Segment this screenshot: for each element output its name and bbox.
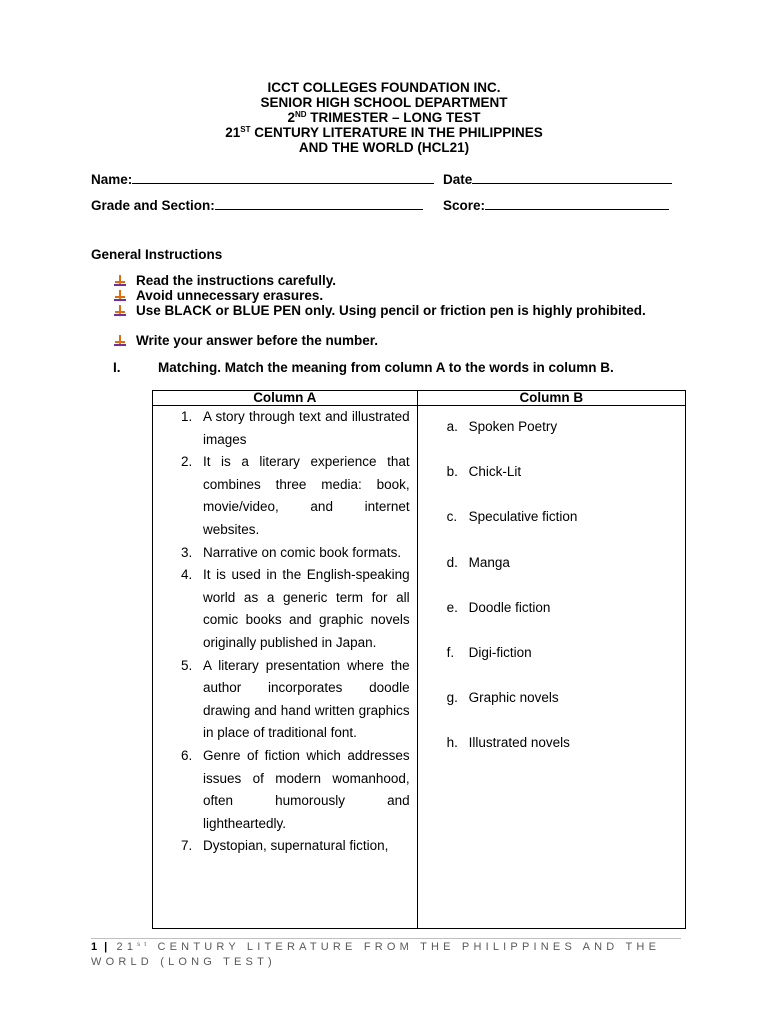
column-a-item: 4. It is used in the English-speaking world as a generic term for all comic books and graphic novels originally published in Japan. bbox=[181, 567, 410, 650]
instruction-text: Avoid unnecessary erasures. bbox=[136, 288, 324, 303]
exam-term: 2ND TRIMESTER – LONG TEST bbox=[287, 110, 481, 125]
column-b-item: c. Speculative fiction bbox=[446, 509, 578, 524]
date-label: Date bbox=[443, 172, 473, 187]
column-a-item: 3. Narrative on comic book formats. bbox=[181, 544, 402, 560]
section-instruction: Matching. Match the meaning from column A to the words in column B. bbox=[158, 360, 614, 375]
column-a-item: 2. It is a literary experience that combines three media: book, movie/video, and internet websites. bbox=[181, 454, 410, 537]
instruction-text: Write your answer before the number. bbox=[136, 333, 379, 348]
instruction-text: Read the instructions carefully. bbox=[136, 273, 337, 288]
footer-title: 21st CENTURY LITERATURE FROM THE PHILIPPINES AND THE WORLD (LONG TEST) bbox=[91, 941, 661, 968]
score-label: Score: bbox=[443, 198, 486, 213]
column-b-item: h. Illustrated novels bbox=[446, 735, 570, 750]
course-title-cont: AND THE WORLD (HCL21) bbox=[298, 140, 470, 155]
general-instructions-title: General Instructions bbox=[91, 247, 223, 262]
grade-section-field[interactable] bbox=[91, 196, 423, 213]
matching-table bbox=[152, 390, 686, 929]
column-a-item: 6. Genre of fiction which addresses issues of modern womanhood, often humorously and lightheartedly. bbox=[181, 747, 410, 831]
hand-pointing-bullet-icon bbox=[113, 334, 127, 348]
page-number: 1 | bbox=[91, 941, 110, 953]
name-label: Name: bbox=[91, 172, 133, 187]
grade-section-label: Grade and Section: bbox=[91, 198, 215, 213]
column-a-cell bbox=[153, 406, 418, 929]
instruction-item bbox=[113, 303, 678, 318]
column-a-item: 1. A story through text and illustrated images bbox=[181, 409, 410, 447]
instruction-item bbox=[113, 288, 678, 303]
table-body-row bbox=[153, 406, 686, 929]
column-b-item: a. Spoken Poetry bbox=[446, 419, 558, 434]
hand-pointing-bullet-icon bbox=[113, 304, 127, 318]
column-b-item: g. Graphic novels bbox=[446, 690, 559, 705]
department-name: SENIOR HIGH SCHOOL DEPARTMENT bbox=[260, 95, 508, 110]
column-a-item: 5. A literary presentation where the author incorporates doodle drawing and hand written graphics in place of traditional font. bbox=[181, 657, 410, 741]
instruction-item bbox=[113, 273, 678, 288]
hand-pointing-bullet-icon bbox=[113, 289, 127, 303]
instruction-item bbox=[113, 333, 678, 348]
instruction-text: Use BLACK or BLUE PEN only. Using pencil or friction pen is highly prohibited. bbox=[136, 303, 646, 318]
date-field[interactable] bbox=[443, 170, 672, 187]
name-field[interactable] bbox=[91, 170, 434, 187]
course-title: 21ST CENTURY LITERATURE IN THE PHILIPPINES bbox=[225, 125, 543, 140]
hand-pointing-bullet-icon bbox=[113, 274, 127, 288]
table-header-row bbox=[153, 391, 686, 406]
column-b-cell bbox=[417, 406, 685, 929]
column-b-item: b. Chick-Lit bbox=[446, 464, 522, 479]
section-numeral: I. bbox=[113, 360, 121, 375]
page-footer bbox=[91, 940, 671, 970]
column-b-item: e. Doodle fiction bbox=[446, 600, 551, 615]
school-name: ICCT COLLEGES FOUNDATION INC. bbox=[267, 80, 501, 95]
column-a-header: Column A bbox=[153, 391, 418, 406]
column-b-item: f. Digi-fiction bbox=[446, 645, 532, 660]
column-a-item: 7. Dystopian, supernatural fiction, bbox=[181, 838, 389, 854]
score-field[interactable] bbox=[443, 196, 669, 213]
column-b-header: Column B bbox=[417, 391, 685, 406]
footer-divider bbox=[91, 938, 681, 939]
column-b-item: d. Manga bbox=[446, 555, 510, 570]
